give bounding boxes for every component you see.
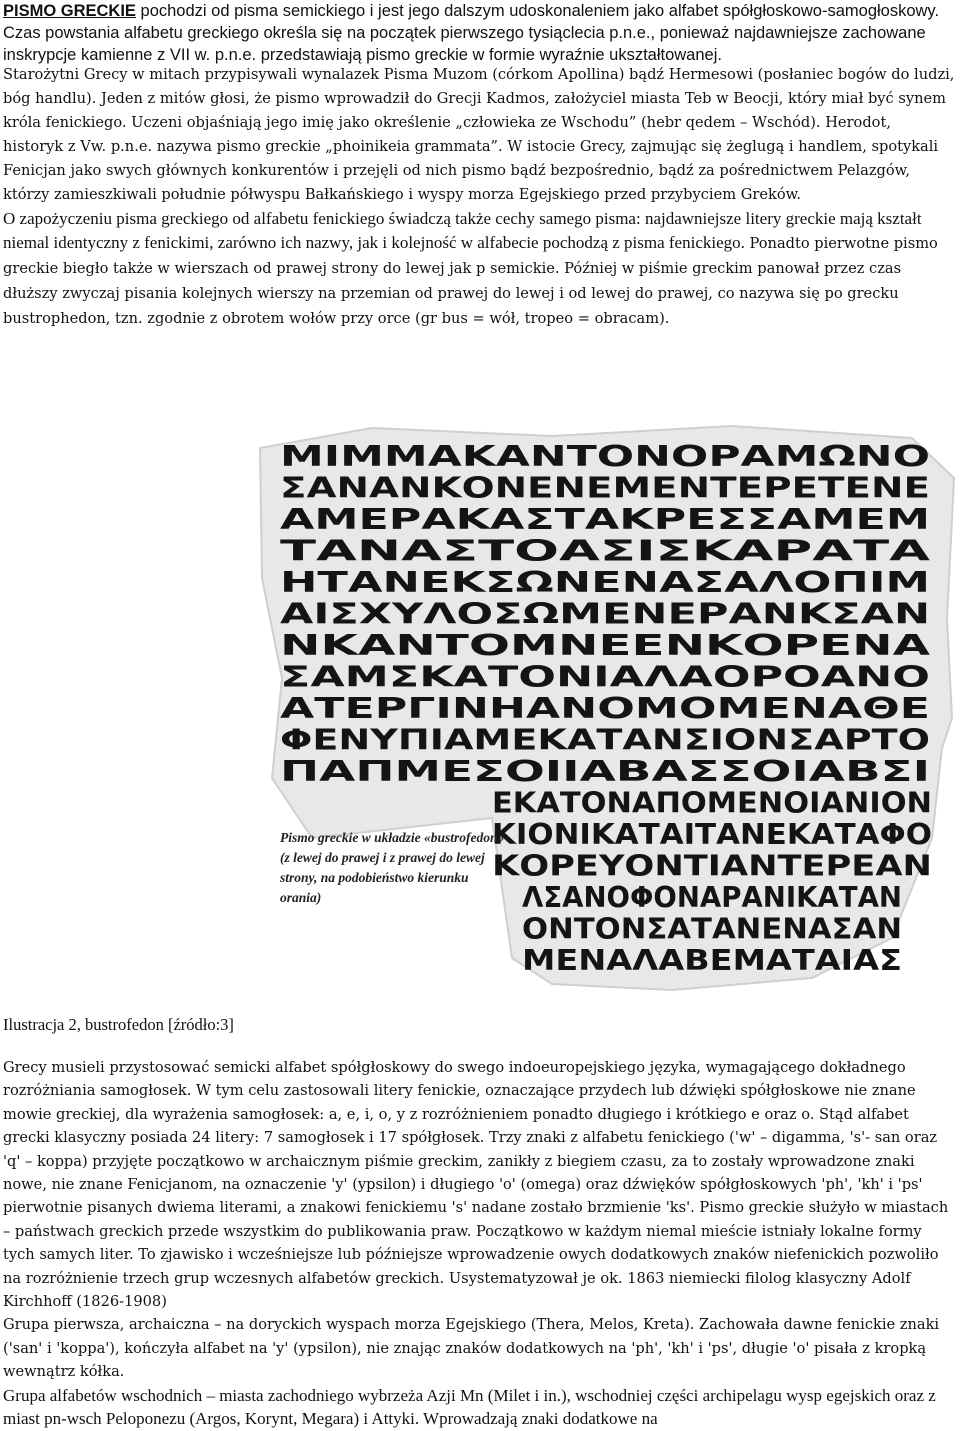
- inscription-line: ΤΑΝΑΣΤΟΑΣΙΣΚΑΡΑΤΑ: [280, 534, 931, 568]
- borrowing-tail-text: Ponadto pierwotne pismo greckie biegło także w wierszach od prawej strony do lewej jak p semickie. Później w piśmie greckim panował przez czas dłuższy zwyczaj pisania kolejnych wierszy na przemian od prawej do lewej i od lewej do prawej, co nazywa się po grecku bustrophedon, tzn. zgodnie z obrotem wołów przy orce (gr bus = wół, tropeo = obracam).: [3, 235, 938, 327]
- inscription-line: ΝΚΑΝΤΟΜΝΕΕΝΚΟΡΕΝΑ: [280, 629, 931, 662]
- myth-section: [3, 63, 955, 331]
- inscription-line: ΛΣΑΝΟΦΟΝΑΡΑΝΙΚΑΤΑΝ: [522, 881, 902, 914]
- inscription-line: ΣΑΝΑΝΚΟΝΕΝΕΜΕΝΤΕΡΕΤΕΝΕ: [280, 471, 930, 505]
- adaptation-paragraph: Grecy musieli przystosować semicki alfabet spółgłoskowy do swego indoeuropejskiego języka, wymagającego dokładnego rozróżniania samogłosek. W tym celu zastosowali litery fenickie, oznaczające przydech lub dźwięki spółgłoskowe nie znane mowie greckiej, dla wyrażenia samogłosek: a, e, i, o, y z rozróżnieniem ponadto długiego i krótkiego e oraz o. Stąd alfabet grecki klasyczny posiada 24 litery: 7 samogłosek i 17 spółgłosek. Trzy znaki z alfabetu fenickiego ('w' – digamma, 's'- san oraz 'q' – koppa) przyjęte początkowo w archaicznym piśmie greckim, zanikły z biegiem czasu, za to zostały wprowadzone znaki nowe, nie znane Fenicjanom, na oznaczenie 'y' (ypsilon) i długiego 'o' (omega) oraz dźwięków spółgłoskowych 'ph', 'kh' i 'ps' pierwotnie pisanych dwiema literami, a znakowi fenickiemu 's' nadane zostało brzmienie 'ks'. Pismo greckie służyło w miastach – państwach greckich przede wszystkim do publikowania praw. Początkowo w każdym niemal mieście istniały lokalne formy tych samych liter. To zjawisko i wcześniejsze lub późniejsze wprowadzenie owych dodatkowych znaków niefenickich pozwoliło na rozróżnienie trzech grup wczesnych alfabetów greckich. Usystematyzował je ok. 1863 niemiecki filolog klasyczny Adolf Kirchhoff (1826-1908): [3, 1059, 949, 1311]
- inscription-line: ΚΙΟΝΙΚΑΤΑΙΤΑΝΕΚΑΤΑΦΟ: [492, 818, 932, 851]
- inscription-line: ΣΑΜΣΚΑΤΟΝΙΑΛΑΟΡΟΑΝΟ: [280, 660, 930, 694]
- bustrophedon-figure: [252, 418, 960, 993]
- myth-paragraph: Starożytni Grecy w mitach przypisywali wynalazek Pisma Muzom (córkom Apollina) bądź Hermesowi (posłaniec bogów do ludzi, bóg handlu). Jeden z mitów głosi, że pismo wprowadził do Grecji Kadmos, założyciel miasta Teb w Beocji, który miał być synem króla fenickiego. Uczeni objaśniają jego imię jako określenie „człowieka ze Wschodu” (hebr qedem – Wschód). Herodot, historyk z Vw. p.n.e. nazywa pismo greckie „phoinikeia grammata”. W istocie Grecy, zajmując się żeglugą i handlem, spotykali Fenicjan jako swych głównych konkurentów i przejęli od nich pismo bądź bezpośrednio, bądź za pośrednictwem Pelazgów, którzy zamieszkiwali południe półwyspu Bałkańskiego i wyspy morza Egejskiego przed przybyciem Greków.: [3, 66, 955, 203]
- figure-inner-caption: Pismo greckie w układzie «bustrofedon» (z lewej do prawej i z prawej do lewej strony, na podobieństwo kierunku orania): [280, 830, 505, 905]
- inscription-line: ΑΜΕΡΑΚΑΣΤΑΚΡΕΣΣΑΜΕΜ: [280, 503, 930, 536]
- intro-paragraph: [3, 0, 953, 66]
- inscription-line: ΗΤΑΝΕΚΣΩΝΕΝΑΣΑΛΟΠΙΜ: [280, 566, 930, 599]
- alphabet-section: [3, 1056, 955, 1431]
- inscription-line: ΟΝΤΟΝΣΑΤΑΝΕΝΑΣΑΝ: [522, 912, 902, 946]
- document-title: PISMO GRECKIE: [3, 2, 136, 20]
- inscription-line: ΚΟΡΕΥΟΝΤΙΑΝΤΕΡΕΑΝ: [492, 849, 932, 883]
- inscription-line: ΕΚΑΤΟΝΑΠΟΜΕΝΟΙΑΝΙΟΝ: [492, 786, 932, 820]
- illustration-caption: Ilustracja 2, bustrofedon [źródło:3]: [3, 1015, 234, 1034]
- inscription-line: ΑΙΣΧΥΛΟΣΩΜΕΝΕΡΑΝΚΣΑΝ: [280, 597, 930, 631]
- inscription-line: ΑΤΕΡΓΙΝΗΑΝΟΜΟΜΕΝΑΘΕ: [280, 692, 930, 725]
- eastern-group-paragraph: Grupa alfabetów wschodnich – miasta zachodniego wybrzeża Azji Mn (Milet i in.), wschodniej części archipelagu wysp egejskich oraz z miast pn-wsch Peloponezu (Argos, Korynt, Megara) i Attyki. Wprowadzają znaki dodatkowe na: [3, 1385, 936, 1429]
- inscription-line: ΜΙΜΜΑΚΑΝΤΟΝΟΡΑΜΩΝΟ: [280, 440, 930, 473]
- group-one-paragraph: Grupa pierwsza, archaiczna – na doryckich wyspach morza Egejskiego (Thera, Melos, Kreta). Zachowała dawne fenickie znaki ('san' i 'koppa'), kończyła alfabet na 'y' (ypsilon), nie znając znaków dodatkowych na 'ph', 'kh' i 'ps', długie 'o' pisała z kropką wewnątrz kółka.: [3, 1316, 940, 1381]
- borrowing-paragraph-lead: [3, 207, 955, 331]
- inscription-line: ΠΑΠΜΕΣΟΙΙΑΒΑΣΣΟΙΑΒΣΙ: [280, 755, 930, 788]
- inscription-line: ΜΕΝΑΛΑΒΕΜΑΤΑΙΑΣ: [522, 944, 902, 977]
- borrowing-lead-text: O zapożyczeniu pisma greckiego od alfabetu fenickiego świadczą także cechy samego pisma: najdawniejsze litery greckie mają kształt niemal identyczny z fenickimi, zarówno ich nazwy, jak i kolejność w alfabecie pochodzą z pisma fenickiego.: [3, 209, 922, 252]
- inscription-line: ΦΕΝΥΠΙΑΜΕΚΑΤΑΝΣΙΟΝΣΑΡΤΟ: [280, 723, 930, 757]
- intro-text: pochodzi od pisma semickiego i jest jego dalszym udoskonaleniem jako alfabet spółgłoskowo-samogłoskowy. Czas powstania alfabetu greckiego określa się na początek pierwszego tysiąclecia p.n.e., ponieważ najdawniejsze zachowane inskrypcje kamienne z VII w. p.n.e. przedstawiają pismo greckie w formie wyraźnie ukształtowanej.: [3, 2, 940, 64]
